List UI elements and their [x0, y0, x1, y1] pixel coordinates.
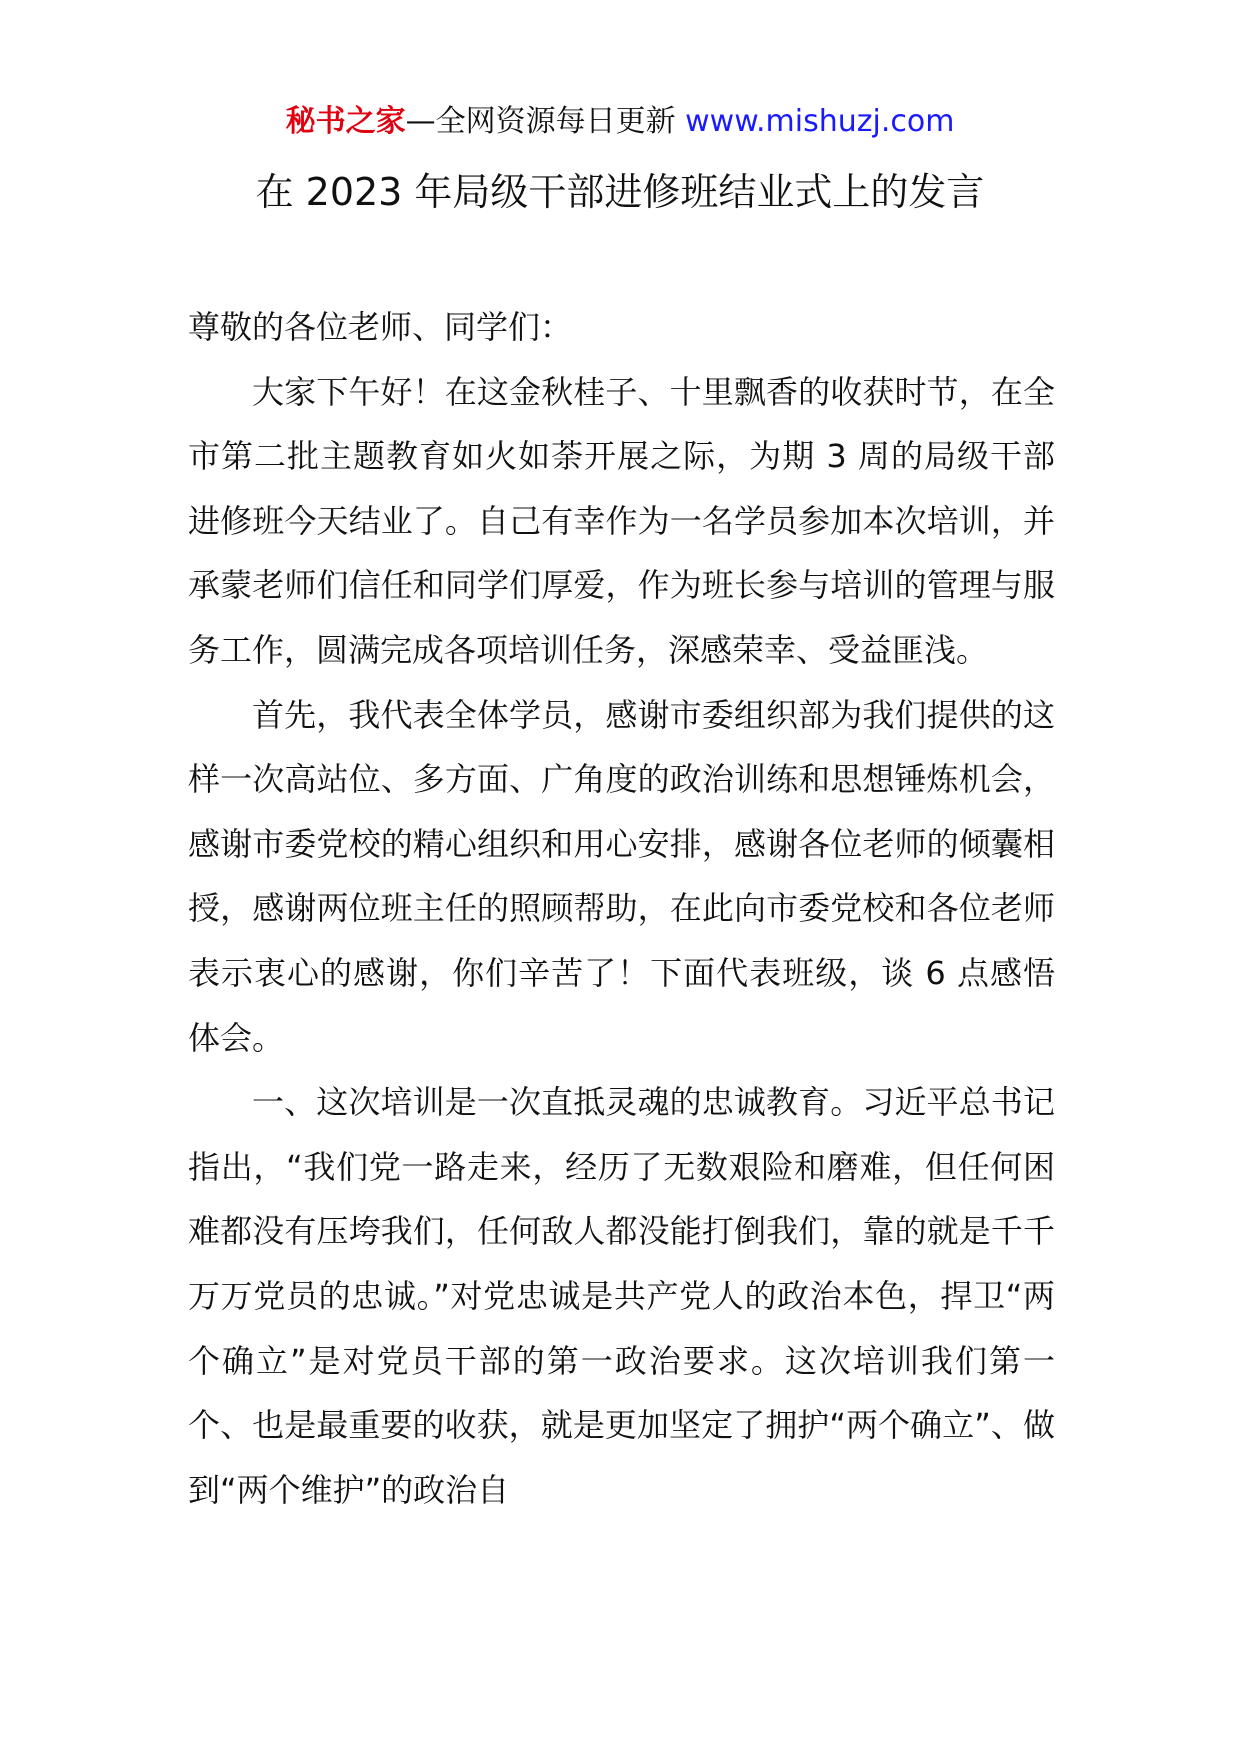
- salutation: 尊敬的各位老师、同学们：: [188, 308, 573, 346]
- site-header: [0, 100, 1240, 144]
- brand-name: 秘书之家: [285, 104, 406, 139]
- paragraph-1: 大家下午好！在这金秋桂子、十里飘香的收获时节，在全市第二批主题教育如火如荼开展之际，为期 3 周的局级干部进修班今天结业了。自己有幸作为一名学员参加本次培训，并承蒙老师们信任和同学们厚爱，作为班长参与培训的管理与服务工作，圆满完成各项培训任务，深感荣幸、受益匪浅。: [188, 372, 1055, 669]
- paragraph-3: 一、这次培训是一次直抵灵魂的忠诚教育。习近平总书记指出，“我们党一路走来，经历了无数艰险和磨难，但任何困难都没有压垮我们，任何敌人都没能打倒我们，靠的就是千千万万党员的忠诚。”对党忠诚是共产党人的政治本色，捍卫“两个确立”是对党员干部的第一政治要求。这次培训我们第一个、也是最重要的收获，就是更加坚定了拥护“两个确立”、做到“两个维护”的政治自: [188, 1083, 1055, 1509]
- document-body: [188, 295, 1055, 1522]
- paragraph-2: 首先，我代表全体学员，感谢市委组织部为我们提供的这样一次高站位、多方面、广角度的政治训练和思想锤炼机会，感谢市委党校的精心组织和用心安排，感谢各位老师的倾囊相授，感谢两位班主任的照顾帮助，在此向市委党校和各位老师表示衷心的感谢，你们辛苦了！下面代表班级，谈 6 点感悟体会。: [188, 695, 1055, 1057]
- header-tagline: —全网资源每日更新: [405, 104, 676, 139]
- document-title: 在 2023 年局级干部进修班结业式上的发言: [255, 170, 985, 214]
- site-url-link[interactable]: www.mishuzj.com: [685, 104, 955, 139]
